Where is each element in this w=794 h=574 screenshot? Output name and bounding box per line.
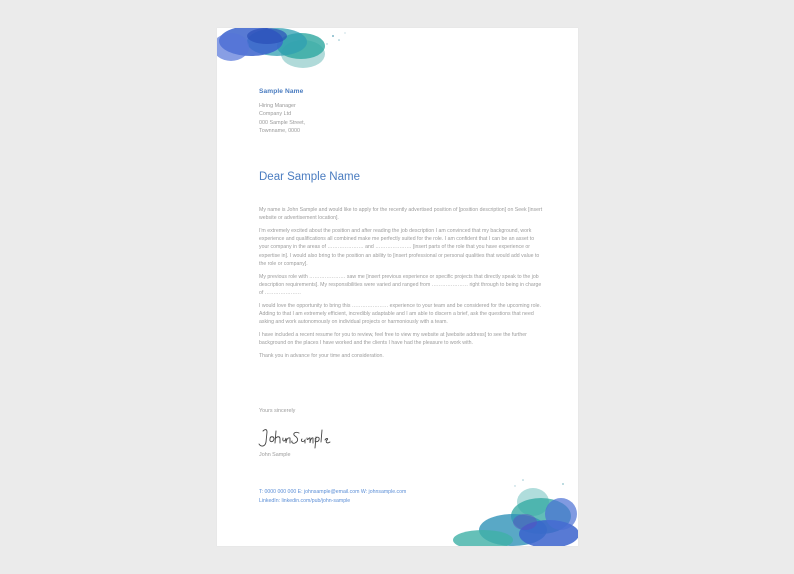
recipient-line: Company Ltd	[259, 111, 292, 118]
body-paragraph: My name is John Sample and would like to apply for the recently advertised position of [position description] on Seek [insert website or advertisement location].	[259, 207, 543, 222]
body-paragraph: I would love the opportunity to bring this ………………… experience to your team and be considered for the upcoming role. Adding to that I am extremely efficient, incredibly adaptable and I am able to discern a brief, ask the questions that need asking and work autonomously on individual projects or harmoniously with a team.	[259, 302, 541, 326]
watercolor-top-decoration	[217, 28, 357, 76]
signed-name: John Sample	[259, 452, 291, 458]
linkedin-line[interactable]: LinkedIn: linkedin.com/pub/john-sample	[259, 497, 351, 504]
recipient-line: Hiring Manager	[259, 103, 296, 109]
handwritten-signature	[255, 425, 339, 451]
body-paragraph: My previous role with ………………… saw me [insert previous experience or specific projects that directly speak to the job description requirements]. My responsibilities were varied and ranged from ………………… right through to being in charge of …………………	[259, 273, 542, 297]
contact-line[interactable]: T: 0000 000 000 E: johnsample@email.com W: johnsample.com	[259, 489, 407, 495]
watercolor-bottom-decoration	[453, 474, 578, 546]
recipient-address	[259, 102, 305, 136]
recipient-line: Townname, 0000	[259, 128, 301, 135]
letter-page	[217, 28, 578, 546]
salutation-heading: Dear Sample Name	[259, 171, 360, 183]
body-paragraph: I have included a recent resume for you to review, feel free to view my website at [website address] to see the further background on the places I have worked and the clients I have had the pleasure to work with.	[259, 332, 527, 347]
recipient-line: 000 Sample Street,	[259, 119, 306, 126]
closing-line: Yours sincerely	[259, 408, 296, 414]
contact-details	[259, 488, 406, 505]
sender-name: Sample Name	[259, 88, 304, 95]
letter-body	[259, 206, 543, 365]
body-paragraph: I'm extremely excited about the position and after reading the job description I am convinced that my background, work experience and qualifications all combined make me perfectly suited for the role. I am confident that I can be an asset to your company in the areas of ………………… and ………………… [insert parts of the role that you have experience or expertise in]. I would also bring to the position an ability to [insert professional or personal qualities that would add value to the role or company].	[259, 228, 540, 267]
body-paragraph: Thank you in advance for your time and consideration.	[259, 353, 384, 360]
